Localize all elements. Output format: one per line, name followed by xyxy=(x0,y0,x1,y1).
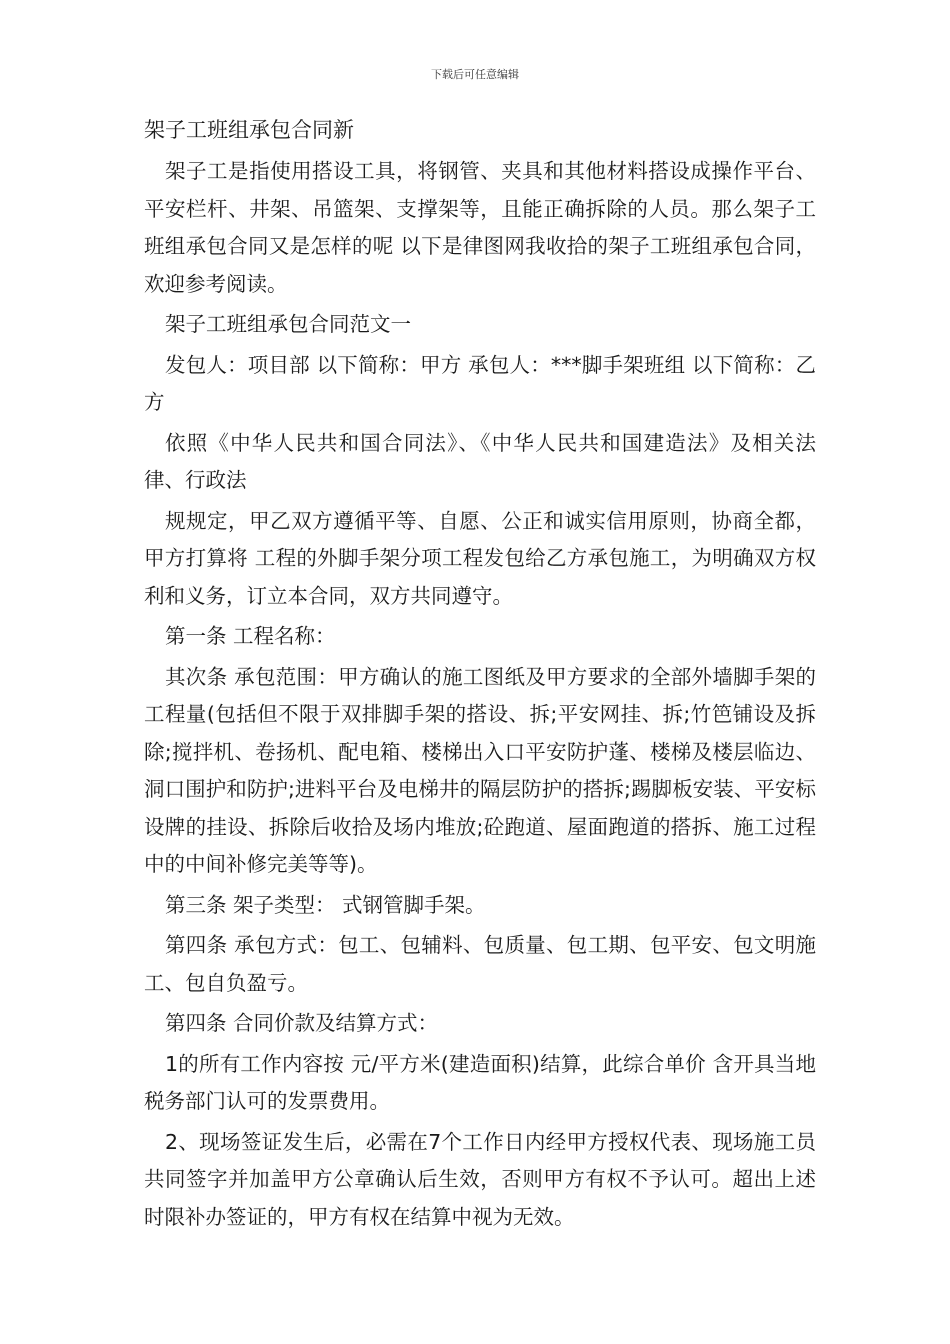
paragraph-article-1: 第一条 工程名称： xyxy=(165,624,336,648)
paragraph-sample-heading: 架子工班组承包合同范文一 xyxy=(165,312,411,336)
paragraph-item-1: 1的所有工作内容按 元/平方米(建造面积)结算，此综合单价 含开具当地税务部门认可的发票费用。 xyxy=(144,1051,816,1113)
paragraph-article-4: 第四条 承包方式：包工、包辅料、包质量、包工期、包平安、包文明施工、包自负盈亏。 xyxy=(144,933,816,995)
paragraph-article-4-price: 第四条 合同价款及结算方式： xyxy=(165,1011,439,1035)
paragraph-article-2: 其次条 承包范围：甲方确认的施工图纸及甲方要求的全部外墙脚手架的工程量(包括但不限于双排脚手架的搭设、拆;平安网挂、拆;竹笆铺设及拆除;搅拌机、卷扬机、配电箱、楼梯出入口平安防护蓬、楼梯及楼层临边、洞口围护和防护;进料平台及电梯井的隔层防护的搭拆;踢脚板安装、平安标设牌的挂设、拆除后收拾及场内堆放;砼跑道、屋面跑道的搭拆、施工过程中的中间补修完美等等)。 xyxy=(144,664,816,876)
paragraph-intro: 架子工是指使用搭设工具，将钢管、夹具和其他材料搭设成操作平台、平安栏杆、井架、吊篮架、支撑架等，且能正确拆除的人员。那么架子工班组承包合同又是怎样的呢 以下是律图网我收拾的架子工班组承包合同，欢迎参考阅读。 xyxy=(144,159,816,296)
paragraph-principles: 规规定，甲乙双方遵循平等、自愿、公正和诚实信用原则，协商全都，甲方打算将 工程的外脚手架分项工程发包给乙方承包施工，为明确双方权利和义务，订立本合同，双方共同遵守。 xyxy=(144,508,816,608)
document-title: 架子工班组承包合同新 xyxy=(144,118,354,142)
paragraph-legal-basis: 依照《中华人民共和国合同法》、《中华人民共和国建造法》及相关法律、行政法 xyxy=(144,430,816,492)
page-header-note: 下载后可任意编辑 xyxy=(431,68,519,81)
document-body xyxy=(144,112,816,1239)
paragraph-parties: 发包人：项目部 以下简称：甲方 承包人：***脚手架班组 以下简称：乙方 xyxy=(144,352,816,414)
paragraph-item-2: 2、现场签证发生后，必需在7个工作日内经甲方授权代表、现场施工员共同签字并加盖甲方公章确认后生效，否则甲方有权不予认可。超出上述时限补办签证的，甲方有权在结算中视为无效。 xyxy=(144,1129,816,1229)
paragraph-article-3: 第三条 架子类型： 式钢管脚手架。 xyxy=(165,892,486,917)
